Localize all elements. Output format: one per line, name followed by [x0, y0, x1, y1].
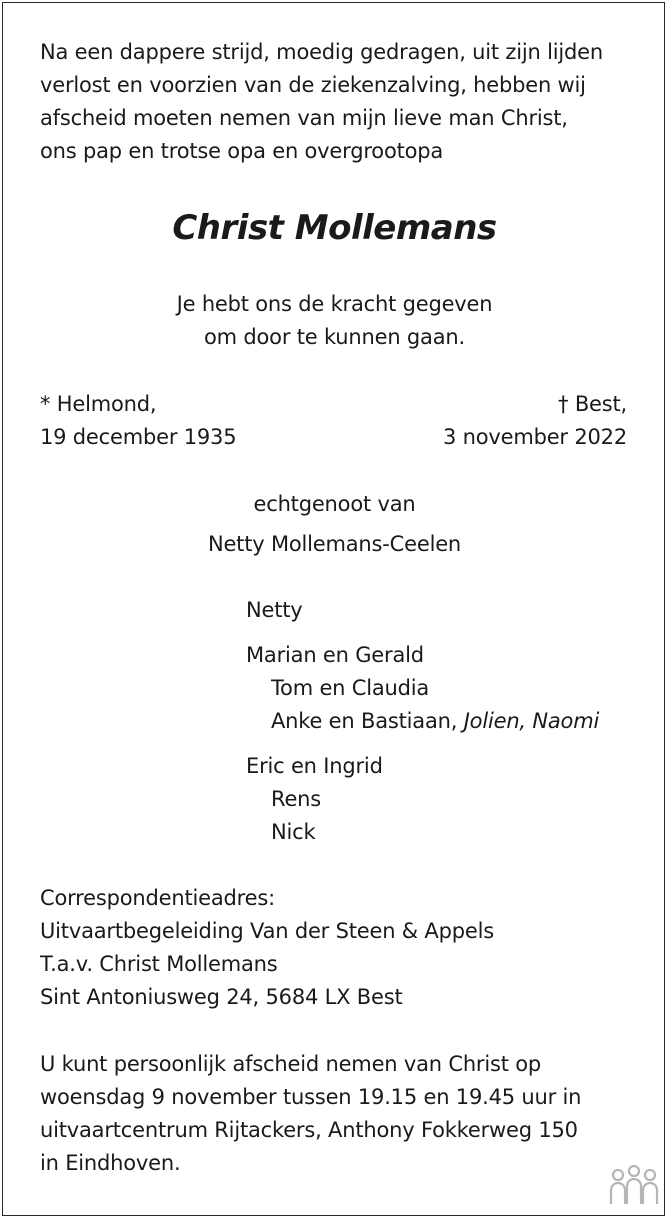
intro-line: verlost en voorzien van de ziekenzalving, hebben wij	[40, 73, 586, 97]
death-date: 3 november 2022	[442, 425, 627, 449]
intro-text	[40, 36, 603, 168]
great-grandchildren: Jolien, Naomi	[463, 709, 600, 733]
correspondence-line: T.a.v. Christ Mollemans	[40, 952, 278, 976]
intro-line: afscheid moeten nemen van mijn lieve man Christ,	[40, 106, 568, 130]
family-member-netty: Netty	[246, 598, 303, 622]
farewell-line: U kunt persoonlijk afscheid nemen van Christ op	[40, 1052, 542, 1076]
family-group-head: Eric en Ingrid	[246, 754, 383, 778]
death-place: † Best,	[558, 392, 627, 416]
farewell-info	[40, 1048, 581, 1180]
quote-line: om door te kunnen gaan.	[204, 325, 465, 349]
correspondence-line: Sint Antoniusweg 24, 5684 LX Best	[40, 985, 403, 1009]
quote-line: Je hebt ons de kracht gegeven	[176, 292, 493, 316]
farewell-line: woensdag 9 november tussen 19.15 en 19.45 uur in	[40, 1085, 582, 1109]
grandchild-couple: Anke en Bastiaan,	[271, 709, 458, 733]
family-group-head: Marian en Gerald	[246, 643, 424, 667]
spouse-label: echtgenoot van	[253, 492, 416, 516]
correspondence-line: Correspondentieadres:	[40, 886, 275, 910]
birth-date: 19 december 1935	[40, 425, 237, 449]
birth-info	[40, 388, 236, 454]
death-info	[443, 388, 627, 454]
intro-line: ons pap en trotse opa en overgrootopa	[40, 139, 444, 163]
correspondence-line: Uitvaartbegeleiding Van der Steen & Appels	[40, 919, 494, 943]
correspondence-address	[40, 882, 494, 1014]
people-logo-icon	[608, 1164, 660, 1206]
spouse-name: Netty Mollemans-Ceelen	[207, 532, 462, 556]
deceased-name: Christ Mollemans	[172, 208, 497, 248]
quote	[0, 288, 669, 354]
birth-place: * Helmond,	[40, 392, 157, 416]
notice-border	[2, 2, 665, 1216]
family-grandchild: Nick	[271, 820, 316, 844]
family-grandchild: Tom en Claudia	[271, 676, 430, 700]
family-grandchild	[271, 705, 599, 738]
family-grandchild: Rens	[271, 787, 322, 811]
farewell-line: uitvaartcentrum Rijtackers, Anthony Fokkerweg 150	[40, 1118, 578, 1142]
farewell-line: in Eindhoven.	[40, 1151, 181, 1175]
intro-line: Na een dappere strijd, moedig gedragen, uit zijn lijden	[40, 40, 603, 64]
